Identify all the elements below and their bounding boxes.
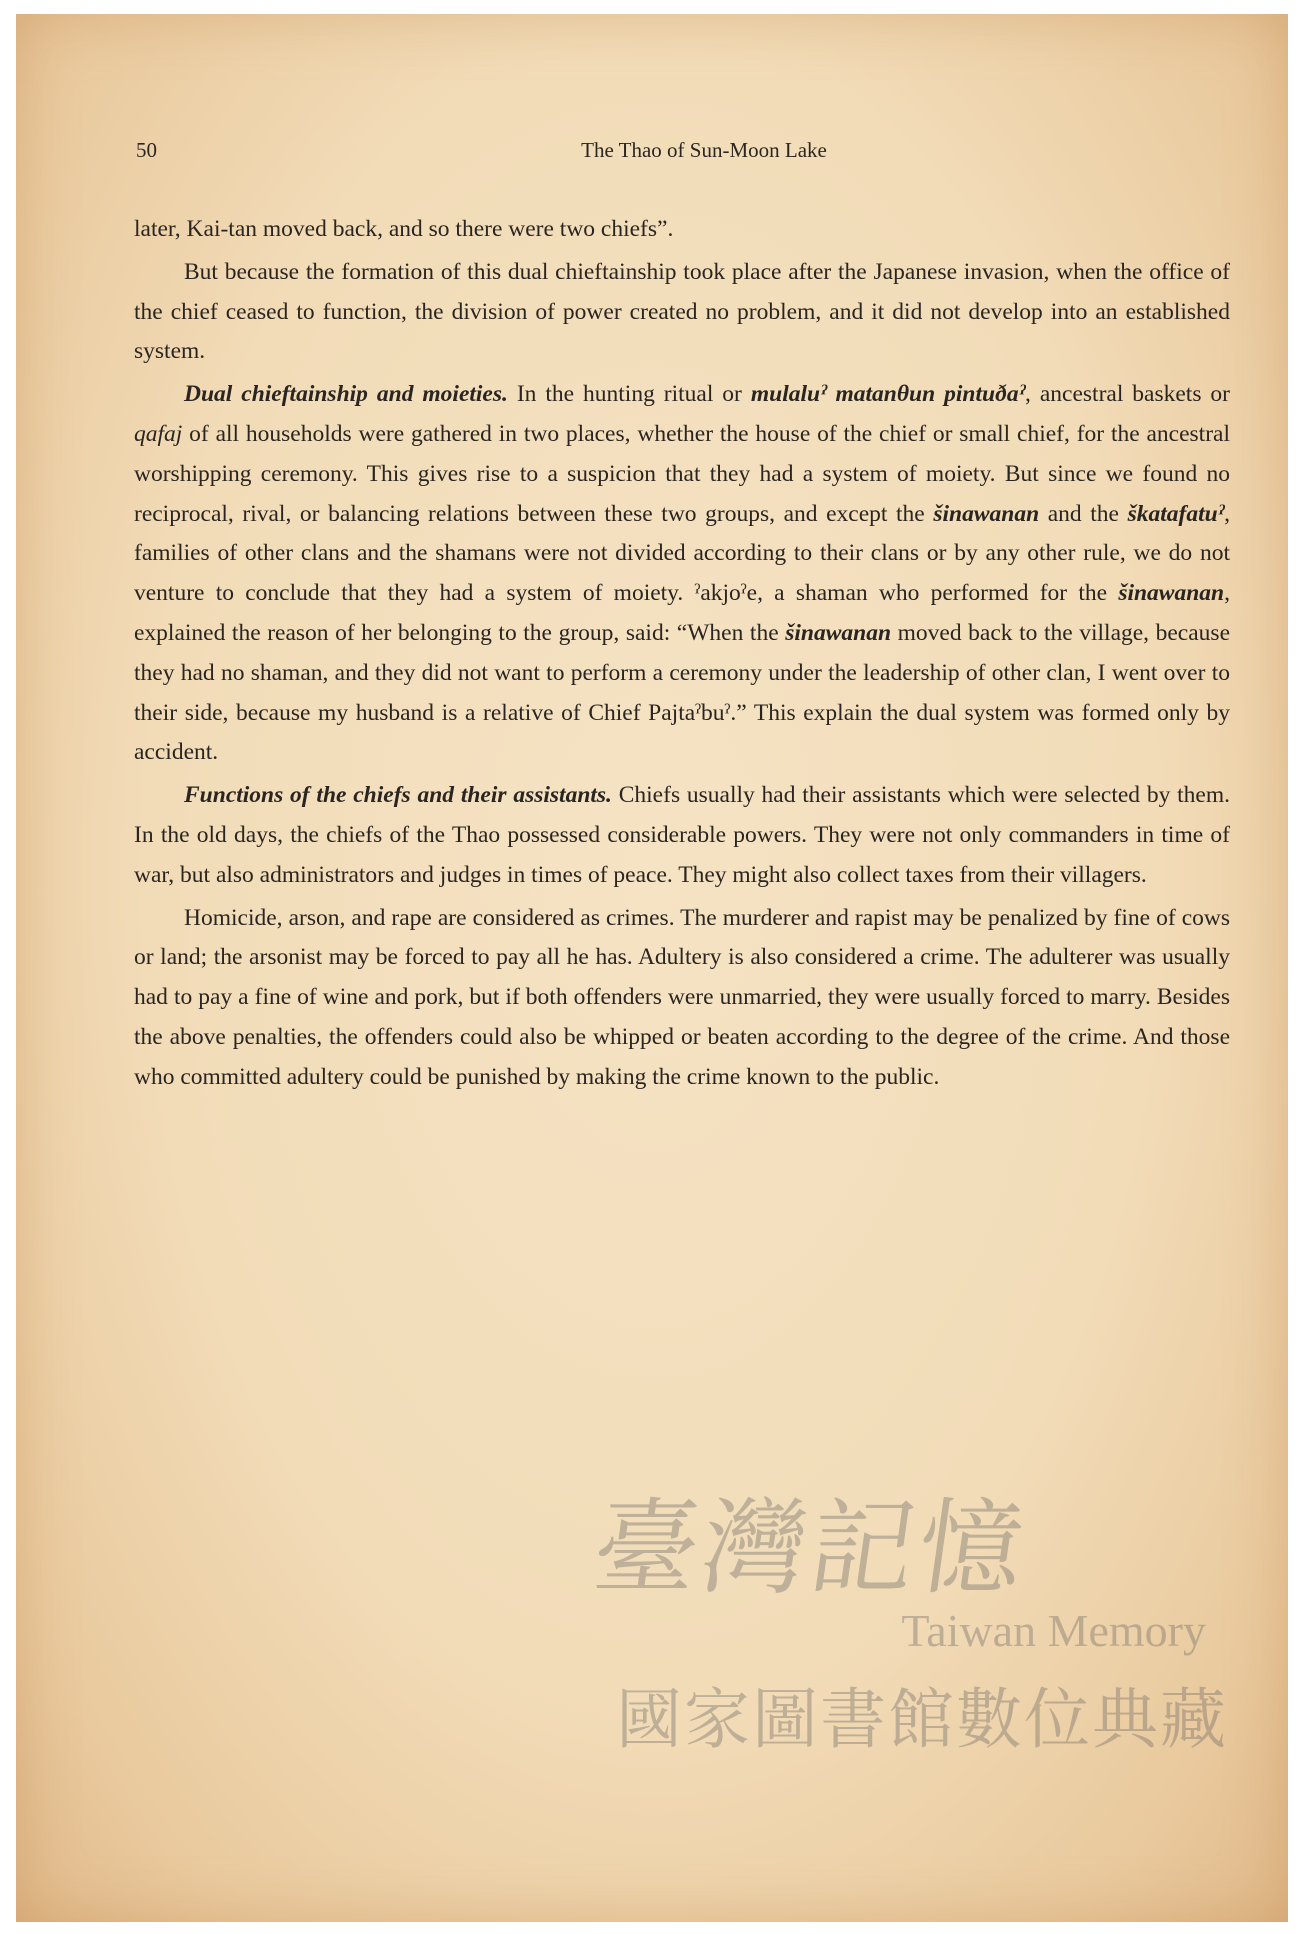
watermark-chinese-title: 臺灣記憶: [586, 1487, 1036, 1609]
running-head: [136, 138, 1232, 168]
watermark-library-line: 國家圖書館數位典藏: [616, 1681, 1228, 1758]
paragraph-text: , families of other clans and the shamans were not divided according to their clans or by any other rule, we do not venture to conclude that they had a system of moiety. ˀakjoˀe, a shaman who performed for the: [134, 500, 1230, 607]
taiwan-memory-watermark: [586, 1464, 1228, 1794]
running-title: The Thao of Sun-Moon Lake: [581, 138, 827, 162]
term-sinawanan: šinawanan: [1118, 580, 1225, 607]
paragraph-moieties: [134, 375, 1230, 773]
paragraph-text: and the: [1039, 500, 1128, 527]
paragraph-text: of all households were gathered in two places, whether the house of the chief or small chief, for the ancestral worshipping ceremony. This gives rise to a suspicion that they had a system of moiety. But since we found no reciprocal, rival, or balancing relations between these two groups, and except the: [134, 420, 1230, 527]
section-heading-dual-chieftainship: Dual chieftainship and moieties.: [184, 381, 508, 408]
paragraph-chief-functions: [134, 776, 1230, 895]
section-heading-chief-functions: Functions of the chiefs and their assistants.: [184, 782, 612, 809]
term-sinawanan: šinawanan: [933, 500, 1040, 527]
term-qafaj: qafaj: [134, 420, 183, 447]
paragraph-dual-chieftainship-origin: But because the formation of this dual chieftainship took place after the Japanese invasion, when the office of the chief ceased to function, the division of power created no problem, and it did not develop into an established system.: [134, 258, 1230, 365]
term-mulalu-matanthun-pintuda: mulaluˀ matanθun pintuðaˀ: [750, 381, 1026, 408]
term-skatafatu: škatafatuˀ: [1127, 500, 1225, 527]
body-text: [134, 210, 1230, 1101]
paragraph-crimes: Homicide, arson, and rape are considered as crimes. The murderer and rapist may be penalized by fine of cows or land; the arsonist may be forced to pay all he has. Adultery is also considered a crime. The adulterer was usually had to pay a fine of wine and pork, but if both offenders were unmarried, they were usually forced to marry. Besides the above penalties, the offenders could also be whipped or beaten according to the degree of the crime. And those who committed adultery could be punished by making the crime known to the public.: [134, 904, 1230, 1090]
paragraph-text: moved back to the village, because they had no shaman, and they did not want to perform a ceremony under the leadership of other clan, I went over to their side, because my husband is a relative of Chief Pajtaˀbuˀ.” This explain the dual system was formed only by accident.: [134, 619, 1230, 766]
paragraph-text: , explained the reason of her belonging to the group, said: “When the: [134, 580, 1230, 646]
paragraph-text: , ancestral baskets or: [1025, 381, 1231, 408]
paragraph-text: In the hunting ritual or: [507, 381, 751, 408]
page-number: 50: [136, 138, 157, 162]
book-page: [16, 14, 1288, 1922]
paragraph-continuation: later, Kai-tan moved back, and so there were two chiefs”.: [134, 216, 674, 242]
watermark-english-title: Taiwan Memory: [901, 1605, 1206, 1656]
paragraph-text: Chiefs usually had their assistants which were selected by them. In the old days, the chiefs of the Thao possessed considerable powers. They were not only commanders in time of war, but also administrators and judges in times of peace. They might also collect taxes from their villagers.: [134, 782, 1230, 888]
term-sinawanan: šinawanan: [785, 619, 892, 646]
